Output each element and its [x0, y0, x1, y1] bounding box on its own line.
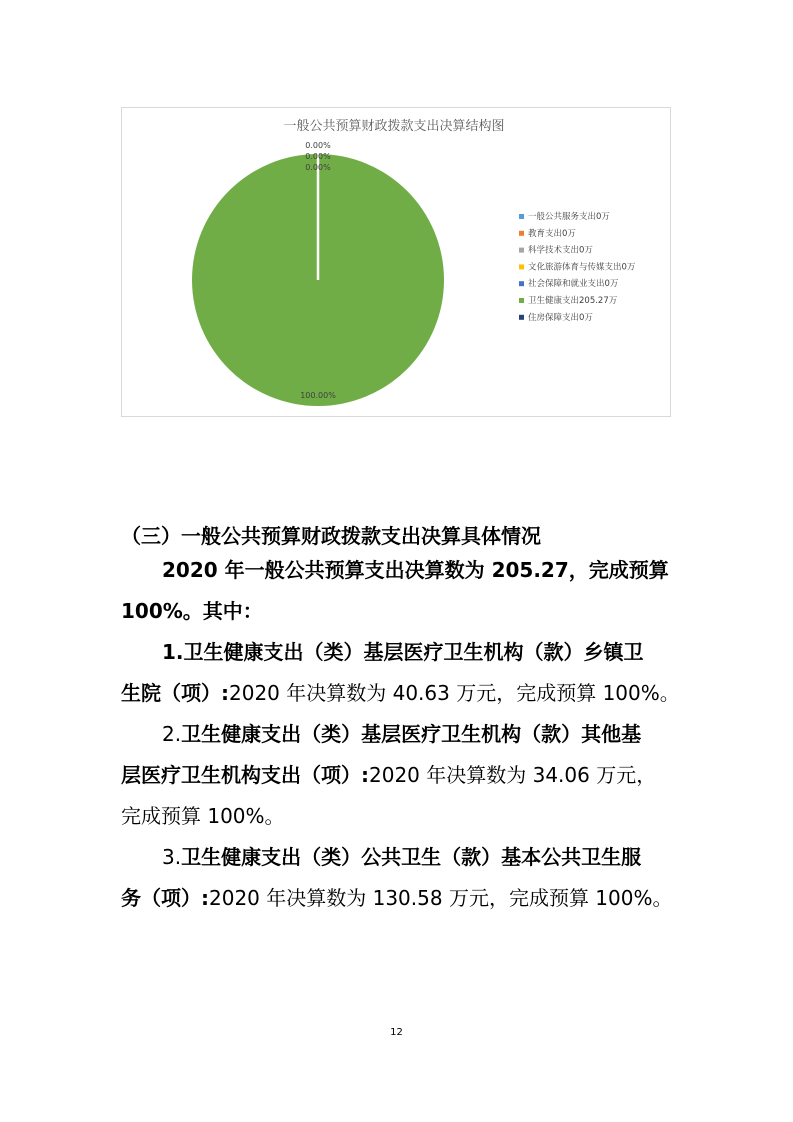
- item-2-line-2: [121, 755, 656, 796]
- legend-label: 住房保障支出0万: [528, 312, 593, 323]
- item-2-number: 2.: [162, 722, 182, 746]
- legend-swatch: [519, 248, 524, 253]
- item-1-text: 2020 年决算数为 40.63 万元，完成预算 100%。: [229, 681, 680, 705]
- legend-label: 科学技术支出0万: [528, 245, 593, 256]
- item-2-title-line-1: 卫生健康支出（类）基层医疗卫生机构（款）其他基: [181, 722, 642, 746]
- item-2-line-1: [162, 714, 641, 755]
- legend-swatch: [519, 231, 524, 236]
- legend-label: 社会保障和就业支出0万: [528, 279, 619, 290]
- legend-swatch: [519, 315, 524, 320]
- legend-swatch: [519, 281, 524, 286]
- data-label: 100.00%: [300, 391, 336, 400]
- item-3-line-1: [162, 837, 641, 878]
- legend-label: 教育支出0万: [528, 228, 576, 239]
- chart-title: 一般公共预算财政拨款支出决算结构图: [283, 119, 505, 134]
- legend-swatch: [519, 264, 524, 269]
- item-3-line-2: [121, 878, 673, 919]
- legend-swatch: [519, 214, 524, 219]
- section-heading: （三）一般公共预算财政拨款支出决算具体情况: [121, 524, 541, 548]
- item-3-title-line-1: 卫生健康支出（类）公共卫生（款）基本公共卫生服: [181, 845, 642, 869]
- item-2-title-line-2: 层医疗卫生机构支出（项）:: [121, 763, 369, 787]
- legend-label: 卫生健康支出205.27万: [528, 296, 618, 306]
- item-2-text-2: 完成预算 100%。: [121, 804, 285, 828]
- data-label: 0.00%: [305, 163, 331, 172]
- page-number: 12: [390, 1027, 403, 1038]
- item-3-text: 2020 年决算数为 130.58 万元，完成预算 100%。: [209, 886, 673, 910]
- item-3-title-line-2: 务（项）:: [121, 886, 209, 910]
- item-3-number: 3.: [162, 845, 182, 869]
- data-label: 0.00%: [305, 152, 331, 161]
- legend-label: 文化旅游体育与传媒支出0万: [528, 262, 636, 273]
- summary-line-1: 2020 年一般公共预算支出决算数为 205.27，完成预算: [162, 558, 669, 582]
- item-2-text-1: 2020 年决算数为 34.06 万元，: [369, 763, 657, 787]
- legend-swatch: [519, 298, 524, 303]
- item-1-title-line-2: 生院（项）:: [121, 681, 229, 705]
- pie-chart: [121, 107, 671, 417]
- item-1-line-2: [121, 673, 680, 714]
- pie-chart-svg: [122, 108, 672, 418]
- summary-line-2: 100%。其中：: [121, 599, 263, 623]
- item-1-title-line-1: 1.卫生健康支出（类）基层医疗卫生机构（款）乡镇卫: [162, 640, 644, 664]
- data-label: 0.00%: [305, 141, 331, 150]
- legend-label: 一般公共服务支出0万: [528, 212, 610, 222]
